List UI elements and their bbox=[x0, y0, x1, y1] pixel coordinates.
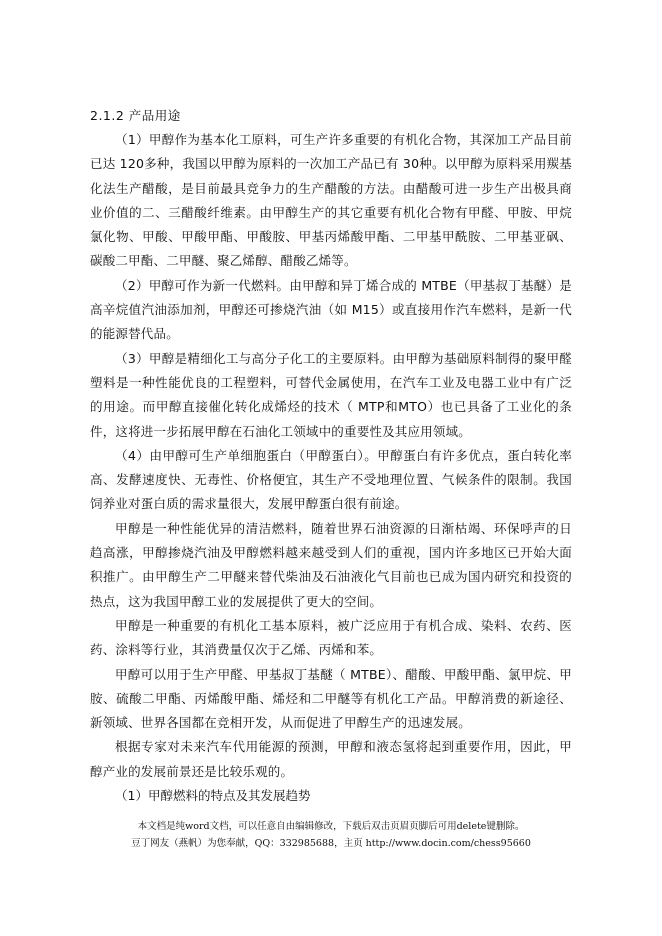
paragraph-single-cell-protein: （4）由甲醇可生产单细胞蛋白（甲醇蛋白）。甲醇蛋白有许多优点，蛋白转化率高、发酵速度快、无毒性、价格便宜，其生产不受地理位置、气候条件的限制。我国饲养业对蛋白质的需求量很大，发展甲醇蛋白很有前途。 bbox=[90, 447, 572, 512]
footer-note: 本文档是纯word文档，可以任意自由编辑修改，下载后双击页眉页脚后可用delete键删除。 bbox=[137, 821, 525, 832]
section-heading: 2.1.2 产品用途 bbox=[90, 108, 181, 123]
paragraph-fuel: （2）甲醇可作为新一代燃料。由甲醇和异丁烯合成的 MTBE（甲基叔丁基醚）是高辛烷值汽油添加剂，甲醇还可掺烧汽油（如 M15）或直接用作汽车燃料，是新一代的能源替代品。 bbox=[90, 277, 572, 342]
paragraph-feedstock: （1）甲醇作为基本化工原料，可生产许多重要的有机化合物，其深加工产品目前已达 120多种，我国以甲醇为原料的一次加工产品已有 30种。以甲醇为原料采用羰基化法生产醋酸，是目前最具竞争力的生产醋酸的方法。由醋酸可进一步生产出极具商业价值的二、三醋酸纤维素。由甲醇生产的其它重要有机化合物有甲醛、甲胺、甲烷氯化物、甲酸、甲酸甲酯、甲酸胺、甲基丙烯酸甲酯、二甲基甲酰胺、二甲基亚砜、碳酸二甲酯、二甲醚、聚乙烯醇、醋酸乙烯等。 bbox=[90, 132, 572, 269]
paragraph-basic-raw-material: 甲醇是一种重要的有机化工基本原料，被广泛应用于有机合成、染料、农药、医药、涂料等行业，其消费量仅次于乙烯、丙烯和苯。 bbox=[90, 617, 572, 658]
paragraph-fine-chemicals: （3）甲醇是精细化工与高分子化工的主要原料。由甲醇为基础原料制得的聚甲醛塑料是一种性能优良的工程塑料，可替代金属使用，在汽车工业及电器工业中有广泛的用途。而甲醇直接催化转化成烯烃的技术（ MTP和MTO）也已具备了工业化的条件，这将进一步拓展甲醇在石油化工领域中的重要性及其应用领域。 bbox=[90, 350, 572, 439]
paragraph-derivatives: 甲醇可以用于生产甲醛、甲基叔丁基醚（ MTBE）、醋酸、甲酸甲酯、氯甲烷、甲胺、硫酸二甲酯、丙烯酸甲酯、烯烃和二甲醚等有机化工产品。甲醇消费的新途径、新领域、世界各国都在竞相开发，从而促进了甲醇生产的迅速发展。 bbox=[90, 666, 572, 731]
paragraph-outlook: 根据专家对未来汽车代用能源的预测，甲醇和液态氢将起到重要作用，因此，甲醇产业的发展前景还是比较乐观的。 bbox=[90, 739, 572, 779]
subsection-heading: （1）甲醇燃料的特点及其发展趋势 bbox=[115, 788, 311, 804]
section-body bbox=[90, 128, 572, 808]
footer-contact: 豆丁网友（燕帆）为您奉献，QQ：332985688，主页 http://www.docin.com/chess95660 bbox=[131, 838, 531, 849]
paragraph-clean-fuel: 甲醇是一种性能优异的清洁燃料，随着世界石油资源的日渐枯竭、环保呼声的日趋高涨，甲醇掺烧汽油及甲醇燃料越来越受到人们的重视，国内许多地区已开始大面积推广。由甲醇生产二甲醚来替代柴油及石油液化气目前也已成为国内研究和投资的热点，这为我国甲醇工业的发展提供了更大的空间。 bbox=[90, 520, 572, 609]
